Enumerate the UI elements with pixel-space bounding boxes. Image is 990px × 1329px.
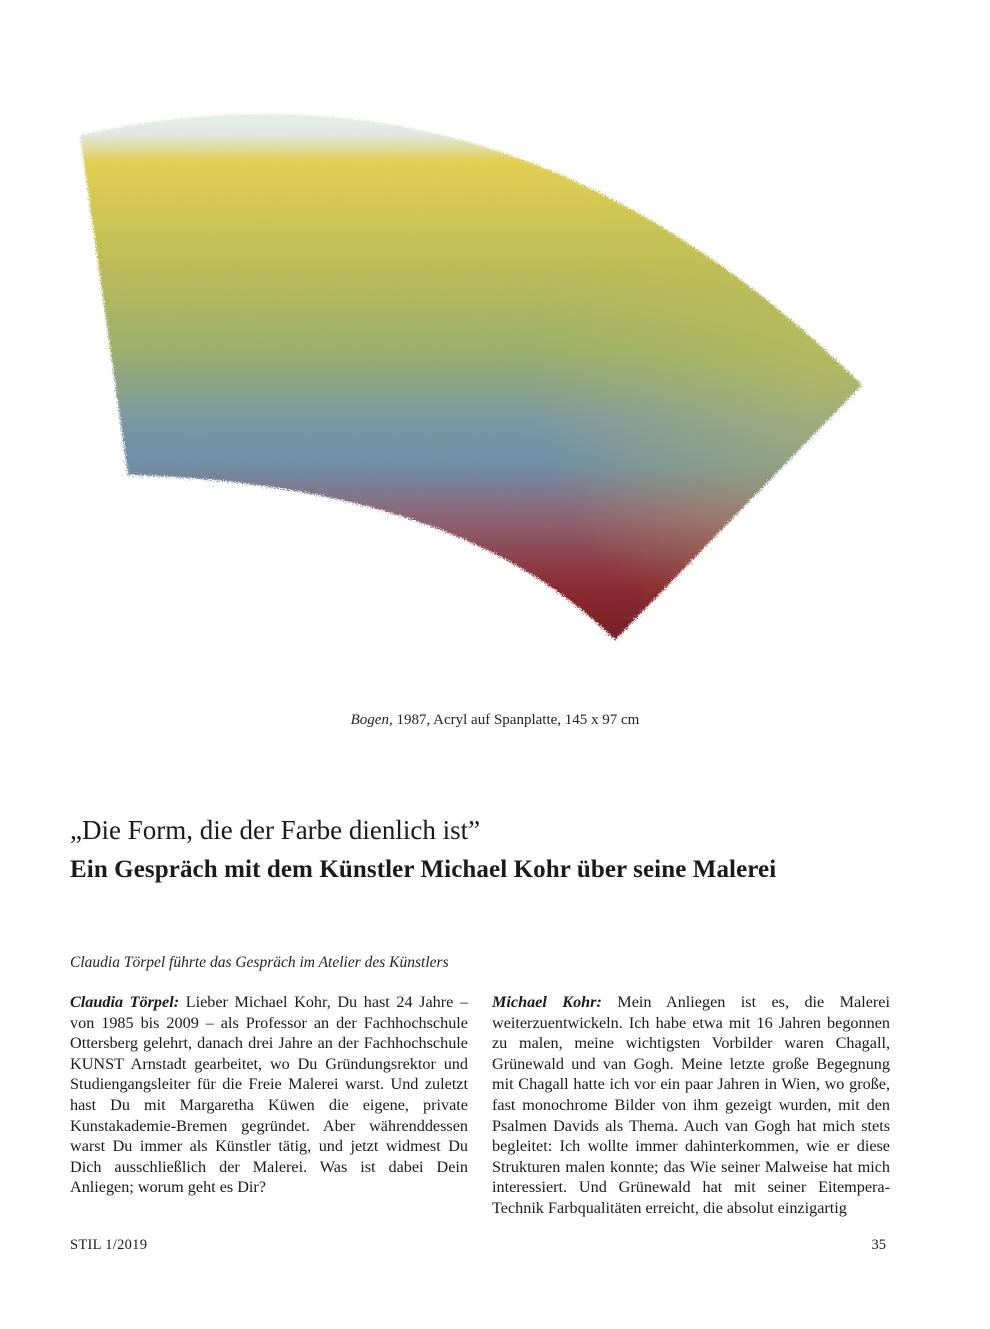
footer-issue: STIL 1/2019 xyxy=(70,1237,148,1253)
article-subtitle: Ein Gespräch mit dem Künstler Michael Kohr über seine Malerei xyxy=(70,856,777,883)
page-number: 35 xyxy=(871,1237,886,1253)
text-column-left xyxy=(70,992,468,1198)
article-byline: Claudia Törpel führte das Gespräch im Atelier des Künstlers xyxy=(70,954,449,971)
text-column-right xyxy=(492,992,890,1219)
article-title: „Die Form, die der Farbe dienlich ist” xyxy=(70,815,481,845)
caption-title: Bogen xyxy=(350,712,389,728)
speaker-name-left: Claudia Törpel: xyxy=(70,993,180,1011)
caption-details: , 1987, Acryl auf Spanplatte, 145 x 97 cm xyxy=(388,712,640,728)
paragraph-left: Lieber Michael Kohr, Du hast 24 Jahre – von 1985 bis 2009 – als Professor an der Fachhochschule Ottersberg gelehrt, danach drei Jahre an der Fachhochschule KUNST Arnstadt gearbeitet, wo Du Gründungsrektor und Studiengangsleiter für die Freie Malerei warst. Und zuletzt hast Du mit Margaretha Küwen die eigene, private Kunstakademie-Bremen gegründet. Aber währenddessen warst Du immer als Künstler tätig, und jetzt widmest Du Dich ausschließlich der Malerei. Was ist dabei Dein Anliegen; worum geht es Dir? xyxy=(70,993,468,1197)
paragraph-right: Mein Anliegen ist es, die Malerei weiterzuentwickeln. Ich habe etwa mit 16 Jahren begonnen zu malen, meine wichtigsten Vorbilder waren Chagall, Grünewald und van Gogh. Meine letzte große Begegnung mit Chagall hatte ich vor ein paar Jahren in Wien, wo große, fast monochrome Bilder von ihm gezeigt wurden, mit den Psalmen Davids als Thema. Auch van Gogh hat mich stets begleitet: Ich wollte immer dahinterkommen, wie er diese Strukturen malen konnte; das Wie seiner Malweise hat mich interessiert. Und Grünewald hat mit seiner Eitempera-Technik Farbqualitäten erreicht, die absolut einzigartig xyxy=(492,993,890,1217)
speaker-name-right: Michael Kohr: xyxy=(492,993,602,1011)
painting-bogen xyxy=(70,95,870,655)
image-caption xyxy=(0,712,990,729)
